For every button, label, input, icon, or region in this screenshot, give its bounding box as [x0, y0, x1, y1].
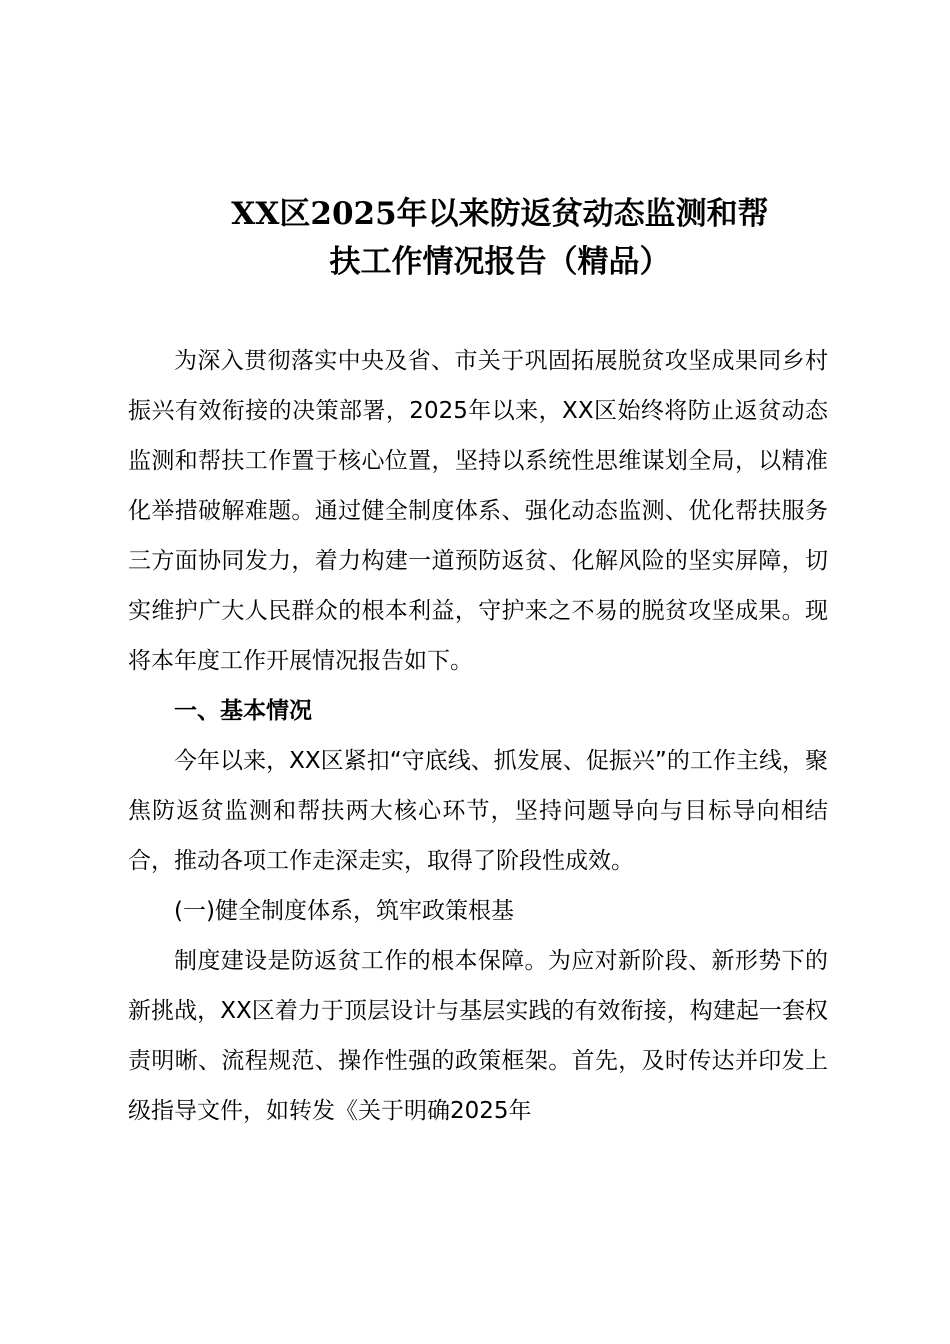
- document-title: [120, 190, 880, 286]
- intro-paragraph: 为深入贯彻落实中央及省、市关于巩固拓展脱贫攻坚成果同乡村振兴有效衔接的决策部署，2025年以来，XX区始终将防止返贫动态监测和帮扶工作置于核心位置，坚持以系统性思维谋划全局，以精准化举措破解难题。通过健全制度体系、强化动态监测、优化帮扶服务三方面协同发力，着力构建一道预防返贫、化解风险的坚实屏障，切实维护广大人民群众的根本利益，守护来之不易的脱贫攻坚成果。现将本年度工作开展情况报告如下。: [128, 348, 828, 674]
- institution-paragraph: 制度建设是防返贫工作的根本保障。为应对新阶段、新形势下的新挑战，XX区着力于顶层设计与基层实践的有效衔接，构建起一套权责明晰、流程规范、操作性强的政策框架。首先，及时传达并印发上级指导文件，如转发《关于明确2025年: [128, 948, 828, 1124]
- subsection-heading-institution: (一)健全制度体系，筑牢政策根基: [174, 898, 514, 924]
- document-body: [128, 336, 828, 1136]
- basic-situation-paragraph: 今年以来，XX区紧扣“守底线、抓发展、促振兴”的工作主线，聚焦防返贫监测和帮扶两大核心环节，坚持问题导向与目标导向相结合，推动各项工作走深走实，取得了阶段性成效。: [128, 748, 828, 874]
- title-line-2: 扶工作情况报告（精品）: [329, 244, 671, 280]
- section-heading-basic-situation: 一、基本情况: [174, 698, 312, 724]
- title-line-1: XX区2025年以来防返贫动态监测和帮: [231, 196, 769, 232]
